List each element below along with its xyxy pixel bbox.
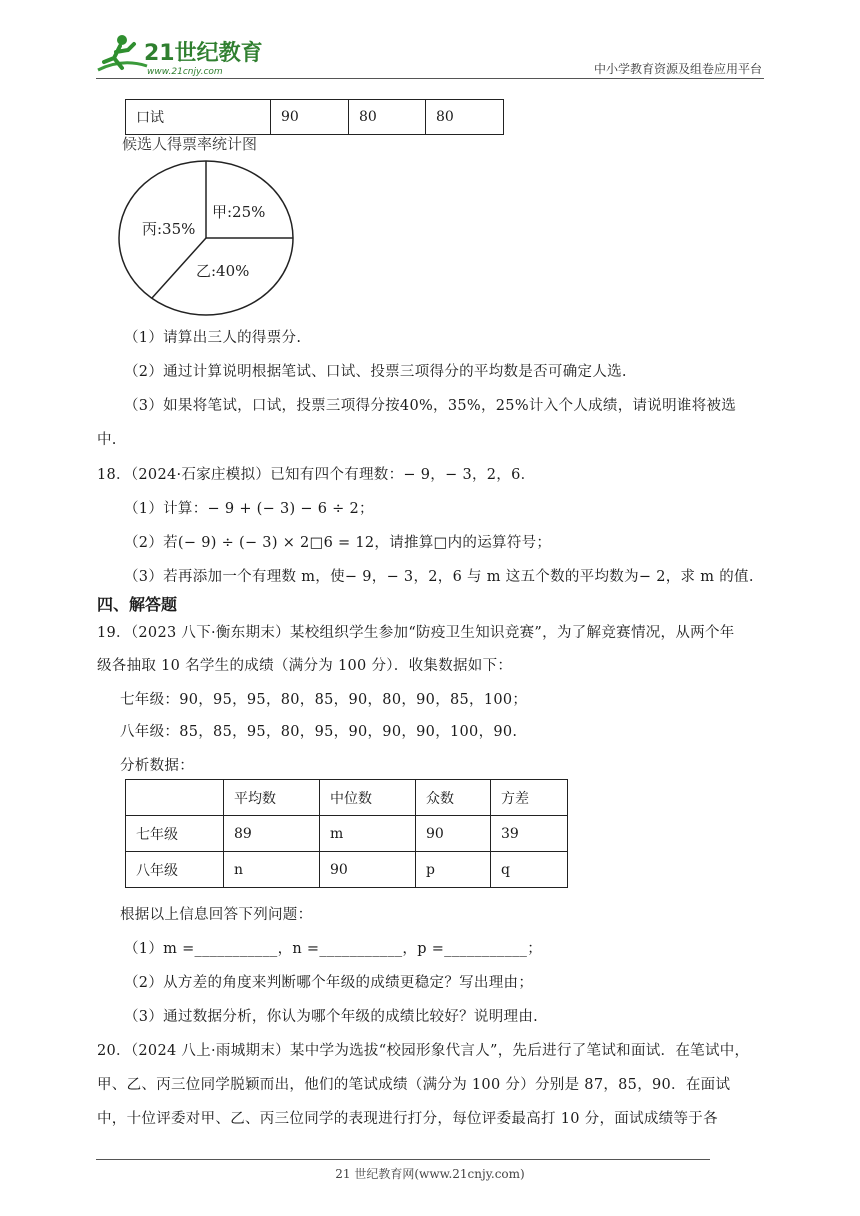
table-cell: q xyxy=(491,852,568,888)
pie-chart xyxy=(112,158,302,318)
score-table-partial xyxy=(125,99,504,135)
table-cell: 口试 xyxy=(126,100,271,135)
q19-part3: （3）通过数据分析，你认为哪个年级的成绩比较好？说明理由. xyxy=(124,1009,539,1025)
table-header-cell xyxy=(126,780,224,816)
q20-line2: 甲、乙、丙三位同学脱颖而出，他们的笔试成绩（满分为 100 分）分别是 87，85，90．在面试 xyxy=(97,1077,731,1093)
table-header-cell: 平均数 xyxy=(224,780,320,816)
table-row xyxy=(126,100,504,135)
q19-stem-cont: 级各抽取 10 名学生的成绩（满分为 100 分）．收集数据如下： xyxy=(97,658,513,674)
pie-slice-label-jia: 甲:25% xyxy=(212,203,266,221)
table-cell: 八年级 xyxy=(126,852,224,888)
footer-divider xyxy=(96,1159,710,1160)
site-logo xyxy=(92,30,262,78)
statistics-table xyxy=(125,779,568,888)
table-header-cell: 方差 xyxy=(491,780,568,816)
header-divider xyxy=(96,78,764,79)
table-header-cell: 众数 xyxy=(416,780,491,816)
footer-text: 21 世纪教育网(www.21cnjy.com) xyxy=(335,1167,525,1181)
table-cell: 90 xyxy=(416,816,491,852)
q20-line3: 中，十位评委对甲、乙、丙三位同学的表现进行打分，每位评委最高打 10 分，面试成绩等于各 xyxy=(97,1111,718,1127)
q17-part3: （3）如果将笔试，口试，投票三项得分按40%，35%，25%计入个人成绩，请说明谁将被选 xyxy=(124,398,737,414)
table-header-row xyxy=(126,780,568,816)
table-cell: 89 xyxy=(224,816,320,852)
q17-part2: （2）通过计算说明根据笔试、口试、投票三项得分的平均数是否可确定人选. xyxy=(124,364,627,380)
runner-logo-icon xyxy=(92,30,262,78)
table-cell: 七年级 xyxy=(126,816,224,852)
table-row xyxy=(126,816,568,852)
q18-part2: （2）若(− 9) ÷ (− 3) × 2□6 = 12，请推算□内的运算符号； xyxy=(124,535,552,551)
q18-part3: （3）若再添加一个有理数 m，使− 9，− 3，2，6 与 m 这五个数的平均数为− 2，求 m 的值. xyxy=(124,569,754,585)
table-cell: p xyxy=(416,852,491,888)
table-cell: 80 xyxy=(349,100,426,135)
header-platform-text: 中小学教育资源及组卷应用平台 xyxy=(593,62,762,76)
table-cell: 90 xyxy=(271,100,349,135)
q19-answer-intro: 根据以上信息回答下列问题： xyxy=(120,907,313,923)
q19-stem: 19．（2023 八下·衡东期末）某校组织学生参加“防疫卫生知识竞赛”，为了解竞赛情况，从两个年 xyxy=(97,625,735,641)
table-cell: 90 xyxy=(320,852,416,888)
table-cell: m xyxy=(320,816,416,852)
q19-grade8-data: 八年级：85，85，95，80，95，90，90，90，100，90. xyxy=(120,724,518,740)
q17-part1: （1）请算出三人的得票分. xyxy=(124,330,302,346)
q17-part3-cont: 中. xyxy=(97,432,117,448)
q20-line1: 20．（2024 八上·雨城期末）某中学为选拔“校园形象代言人”，先后进行了笔试和面试．在笔试中， xyxy=(97,1043,750,1059)
table-cell: n xyxy=(224,852,320,888)
pie-slice-label-yi: 乙:40% xyxy=(196,262,250,280)
q19-grade7-data: 七年级：90，95，95，80，85，90，80，90，85，100； xyxy=(120,692,528,708)
pie-chart-title: 候选人得票率统计图 xyxy=(122,135,258,153)
section-heading: 四、解答题 xyxy=(97,595,178,614)
q19-part1: （1）m =___________，n =___________，p =___________； xyxy=(124,941,543,957)
svg-text:www.21cnjy.com: www.21cnjy.com xyxy=(147,67,223,77)
table-cell: 39 xyxy=(491,816,568,852)
q19-part2: （2）从方差的角度来判断哪个年级的成绩更稳定？写出理由； xyxy=(124,975,534,991)
table-row xyxy=(126,852,568,888)
table-cell: 80 xyxy=(426,100,504,135)
q19-analyze-label: 分析数据： xyxy=(120,758,194,774)
q18-stem: 18．（2024·石家庄模拟）已知有四个有理数：− 9，− 3，2，6． xyxy=(97,467,536,483)
table-header-cell: 中位数 xyxy=(320,780,416,816)
svg-text:21世纪教育: 21世纪教育 xyxy=(144,41,262,66)
pie-slice-label-bing: 丙:35% xyxy=(142,220,196,238)
q18-part1: （1）计算：− 9 + (− 3) − 6 ÷ 2； xyxy=(124,501,374,517)
